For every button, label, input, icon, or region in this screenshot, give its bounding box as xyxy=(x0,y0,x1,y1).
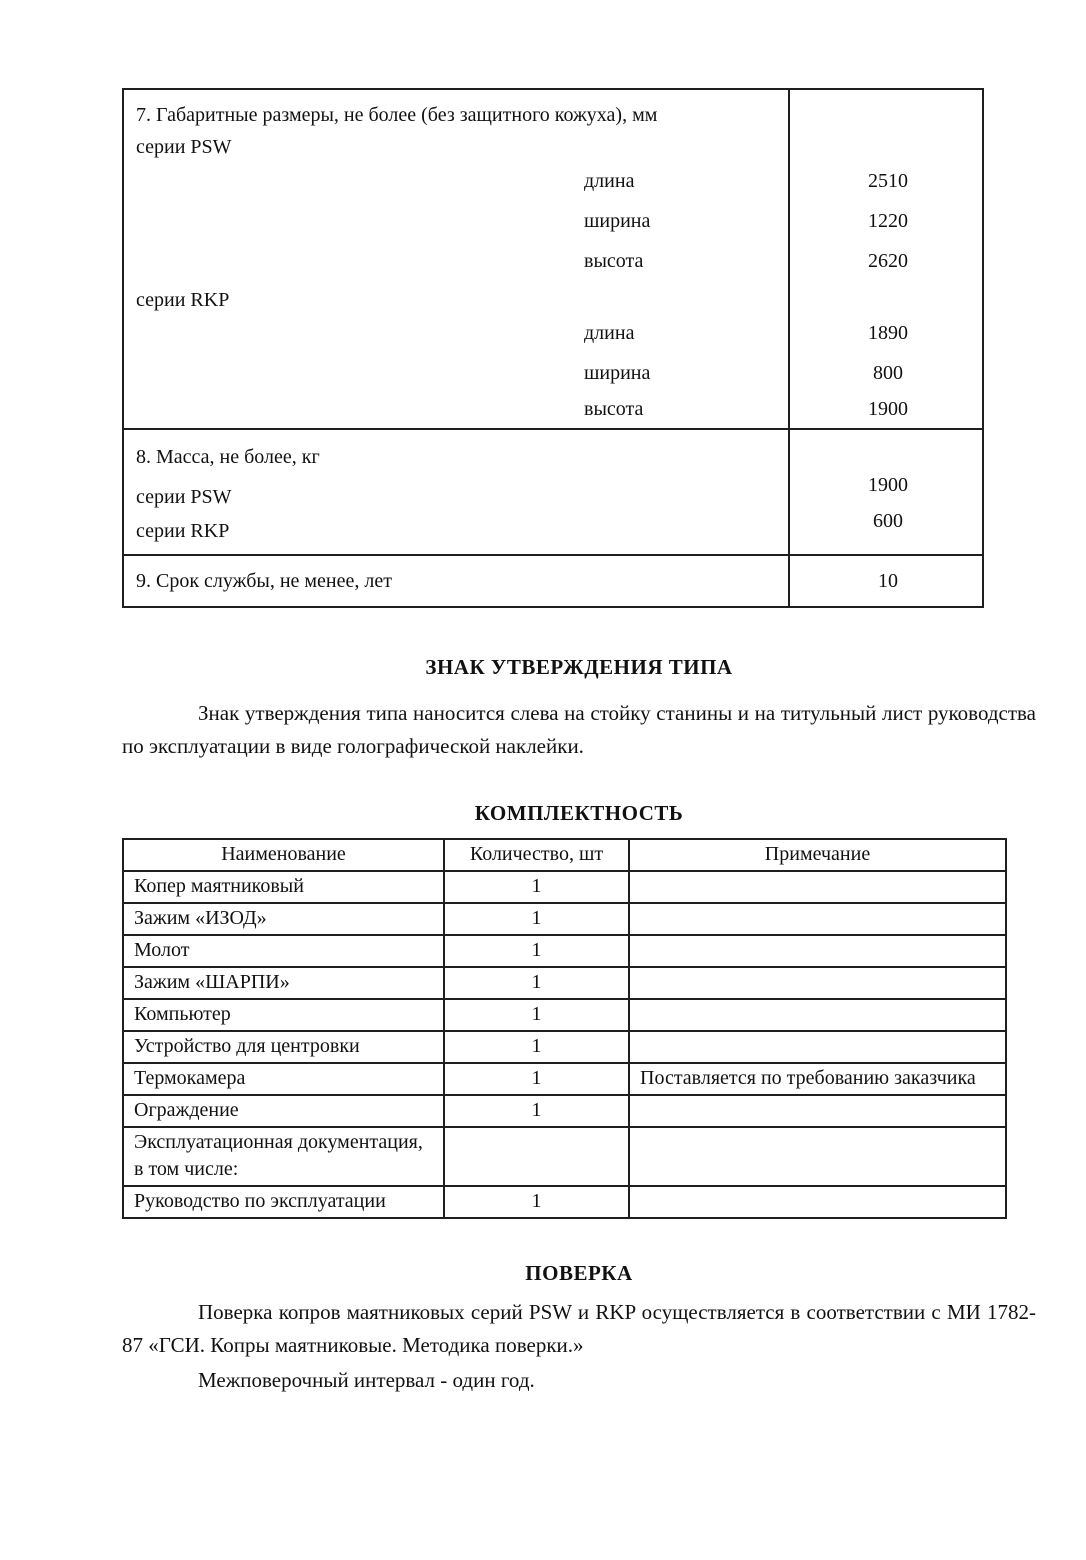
dimension-value-width-psw: 1220 xyxy=(868,210,908,232)
item-note xyxy=(628,1187,1005,1217)
item-qty: 1 xyxy=(443,936,628,966)
item-note xyxy=(628,1128,1005,1185)
dimension-label-width-rkp: ширина xyxy=(584,362,651,384)
item-name: Эксплуатационная документация, в том числе: xyxy=(134,1131,423,1180)
dimension-label-width-psw: ширина xyxy=(584,210,651,232)
table-row xyxy=(124,966,1005,998)
dimension-label-length-psw: длина xyxy=(584,170,635,192)
completeness-header-row xyxy=(124,840,1005,870)
dimension-value-height-psw: 2620 xyxy=(868,250,908,272)
verification-interval: Межповерочный интервал - один год. xyxy=(198,1368,535,1392)
verification-paragraph: Поверка копров маятниковых серий PSW и RKP осуществляется в соответствии с МИ 1782-87 «ГСИ. Копры маятниковые. Методика поверки.» xyxy=(122,1300,1036,1357)
item-name: Руководство по эксплуатации xyxy=(134,1190,386,1212)
dimension-value-length-rkp: 1890 xyxy=(868,322,908,344)
item-note xyxy=(628,1032,1005,1062)
table-row xyxy=(124,934,1005,966)
table-row xyxy=(124,1126,1005,1185)
item-qty: 1 xyxy=(443,904,628,934)
item-name: Ограждение xyxy=(134,1099,239,1121)
item-name: Зажим «ИЗОД» xyxy=(134,907,267,929)
item-name: Устройство для центровки xyxy=(134,1035,360,1057)
item-note: Поставляется по требованию заказчика xyxy=(628,1064,1005,1094)
spec-row-mass xyxy=(124,428,982,554)
column-header-quantity: Количество, шт xyxy=(443,840,628,870)
item-qty: 1 xyxy=(443,1000,628,1030)
dimension-value-width-rkp: 800 xyxy=(873,362,903,384)
item-name: Зажим «ШАРПИ» xyxy=(134,971,290,993)
item-qty: 1 xyxy=(443,1064,628,1094)
item-note xyxy=(628,904,1005,934)
spec-row8-title: 8. Масса, не более, кг xyxy=(136,446,320,468)
completeness-heading: КОМПЛЕКТНОСТЬ xyxy=(474,801,684,825)
dimension-label-length-rkp: длина xyxy=(584,322,635,344)
item-qty: 1 xyxy=(443,872,628,902)
spec-row9-title: 9. Срок службы, не менее, лет xyxy=(136,570,392,592)
table-row xyxy=(124,998,1005,1030)
type-approval-paragraph: Знак утверждения типа наносится слева на стойку станины и на титульный лист руководства по эксплуатации в виде голографической наклейки. xyxy=(122,701,1036,758)
item-qty xyxy=(443,1128,628,1185)
table-row xyxy=(124,902,1005,934)
item-name: Компьютер xyxy=(134,1003,231,1025)
item-note xyxy=(628,1000,1005,1030)
item-qty: 1 xyxy=(443,1187,628,1217)
dimension-label-height-psw: высота xyxy=(584,250,644,272)
type-approval-heading: ЗНАК УТВЕРЖДЕНИЯ ТИПА xyxy=(425,655,733,679)
dimension-value-length-psw: 2510 xyxy=(868,170,908,192)
item-qty: 1 xyxy=(443,1096,628,1126)
verification-heading: ПОВЕРКА xyxy=(525,1261,633,1285)
series-psw-label: серии PSW xyxy=(136,136,232,158)
mass-value-psw: 1900 xyxy=(868,474,908,496)
column-header-name: Наименование xyxy=(221,843,346,865)
completeness-table xyxy=(122,838,1007,1219)
table-row xyxy=(124,1030,1005,1062)
column-header-note: Примечание xyxy=(628,840,1005,870)
item-note xyxy=(628,872,1005,902)
item-name: Термокамера xyxy=(134,1067,246,1089)
service-life-value: 10 xyxy=(878,570,898,592)
item-note xyxy=(628,936,1005,966)
table-row xyxy=(124,1185,1005,1217)
series-psw-label: серии PSW xyxy=(136,486,232,508)
item-name: Копер маятниковый xyxy=(134,875,304,897)
table-row xyxy=(124,1062,1005,1094)
dimension-value-height-rkp: 1900 xyxy=(868,398,908,420)
item-qty: 1 xyxy=(443,968,628,998)
mass-value-rkp: 600 xyxy=(873,510,903,532)
series-rkp-label: серии RKP xyxy=(136,520,230,542)
spec-table xyxy=(122,88,984,608)
item-qty: 1 xyxy=(443,1032,628,1062)
spec-row-service-life xyxy=(124,554,982,606)
item-note xyxy=(628,968,1005,998)
series-rkp-label: серии RKP xyxy=(136,289,230,311)
item-name: Молот xyxy=(134,939,190,961)
table-row xyxy=(124,1094,1005,1126)
table-row xyxy=(124,870,1005,902)
item-note xyxy=(628,1096,1005,1126)
spec-row-dimensions xyxy=(124,90,982,428)
spec-row7-title: 7. Габаритные размеры, не более (без защитного кожуха), мм xyxy=(136,104,658,126)
dimension-label-height-rkp: высота xyxy=(584,398,644,420)
